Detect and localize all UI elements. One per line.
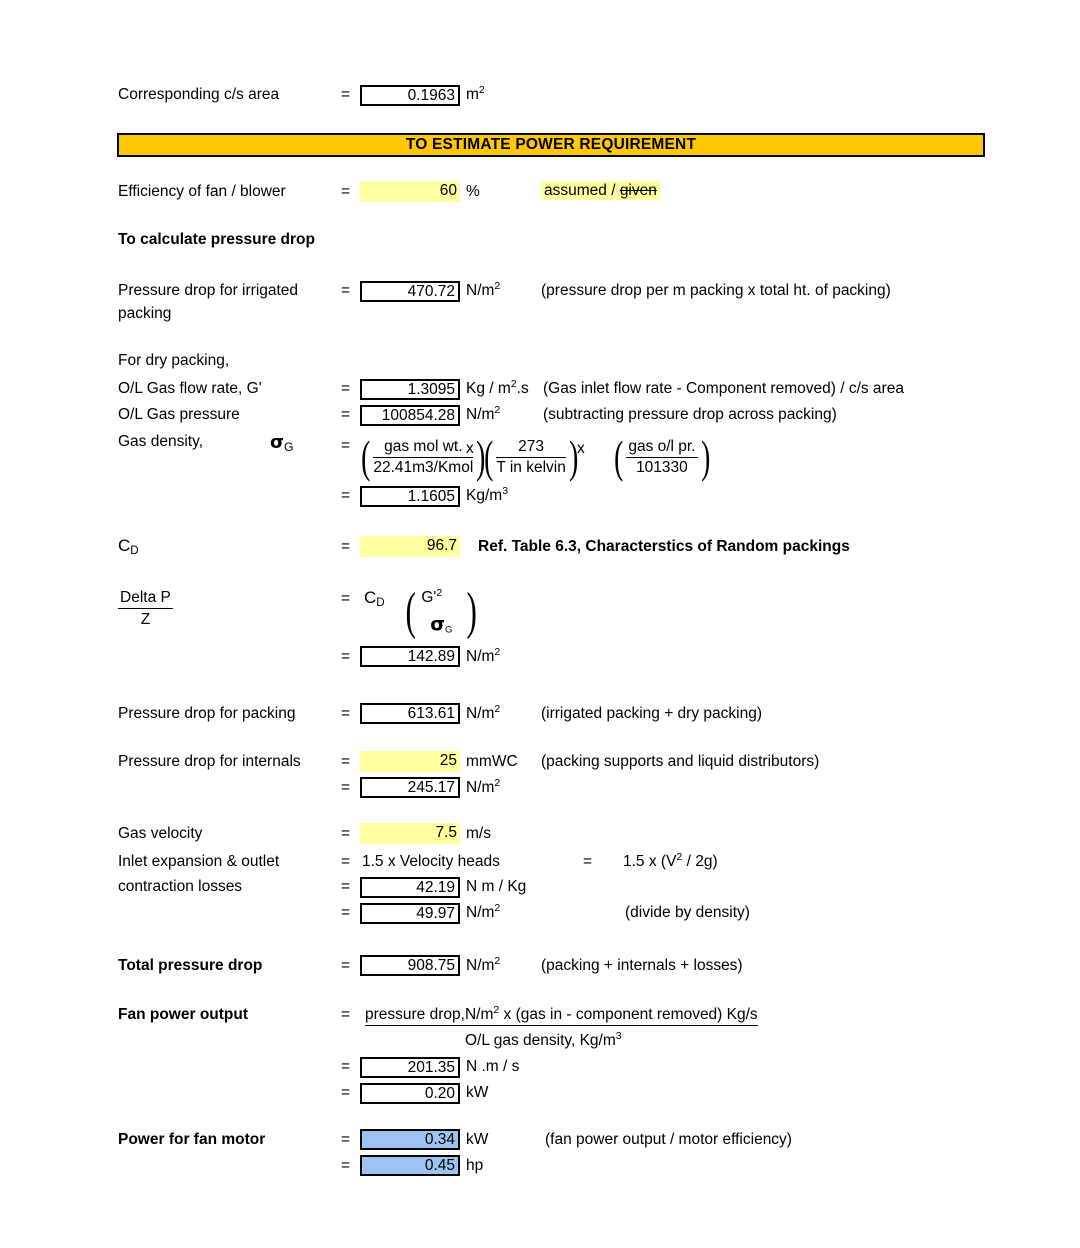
losses-equals: =	[341, 853, 351, 870]
efficiency-label: Efficiency of fan / blower	[118, 183, 286, 200]
gas-density-label: Gas density,	[118, 433, 204, 450]
irrigated-drop-label-line2: packing	[118, 305, 172, 322]
internals-drop-label: Pressure drop for internals	[118, 753, 301, 770]
irrigated-drop-note: (pressure drop per m packing x total ht. of packing)	[541, 282, 891, 299]
cs-area-value[interactable]: 0.1963	[360, 85, 460, 106]
fan-power-numerator: pressure $drop,N/m^2$ x (gas in - component removed) Kg/s	[365, 1006, 758, 1026]
gas-velocity-value[interactable]: 7.5	[360, 823, 460, 844]
gas-pressure-equals: =	[341, 406, 351, 423]
losses-equals-2: =	[341, 878, 351, 895]
fan-power-equals: =	[341, 1006, 351, 1023]
fan-power-value-2[interactable]: 201.35	[360, 1057, 460, 1078]
delta-p-equals: =	[341, 590, 351, 607]
gas-velocity-equals: =	[341, 825, 351, 842]
gas-pressure-value[interactable]: 100854.28	[360, 405, 460, 426]
cd-note: Ref. Table 6.3, Characterstics of Random packings	[478, 538, 850, 555]
packing-drop-equals: =	[341, 705, 351, 722]
dry-packing-heading: For dry packing,	[118, 352, 230, 369]
delta-p-over-z-label: Delta P Z	[120, 589, 171, 628]
calc-pressure-drop-heading: To calculate pressure drop	[118, 231, 315, 248]
delta-p-value[interactable]: 142.89	[360, 646, 460, 667]
losses-label-line1: Inlet expansion & outlet	[118, 853, 280, 870]
paren-close-icon: )	[568, 431, 579, 482]
delta-p-fraction-group: ( $G'^2$ $\sigma_G$ )	[405, 583, 478, 640]
paren-open-icon: (	[614, 431, 624, 482]
gas-flow-equals: =	[341, 380, 351, 397]
internals-drop-value[interactable]: 25	[360, 751, 460, 772]
fan-power-value-3[interactable]: 0.20	[360, 1083, 460, 1104]
losses-value-3[interactable]: 49.97	[360, 903, 460, 924]
gas-velocity-unit: m/s	[466, 825, 491, 842]
gas-density-multiply-1: x	[466, 440, 474, 457]
losses-unit-3: $N/m^2$	[466, 901, 501, 921]
losses-equals-3: =	[341, 904, 351, 921]
fan-power-unit-3: kW	[466, 1084, 489, 1101]
gas-density-group-2: ( 273 T in kelvin )	[484, 431, 579, 482]
irrigated-drop-label-line1: Pressure drop for irrigated	[118, 282, 299, 299]
losses-equals-mid: =	[583, 853, 593, 870]
gas-pressure-note: (subtracting pressure drop across packing)	[543, 406, 837, 423]
paren-close-icon: )	[466, 583, 478, 640]
internals-drop-unit-2: $N/m^2$	[466, 776, 501, 796]
gas-pressure-unit: $N/m^2$	[466, 403, 501, 423]
packing-drop-unit: $N/m^2$	[466, 702, 501, 722]
internals-drop-equals-2: =	[341, 779, 351, 796]
paren-close-icon: )	[476, 431, 486, 482]
gas-velocity-label: Gas velocity	[118, 825, 203, 842]
gas-flow-value[interactable]: 1.3095	[360, 379, 460, 400]
losses-unit-2: N m / Kg	[466, 878, 527, 895]
motor-power-value[interactable]: 0.34	[360, 1129, 460, 1150]
fan-power-equals-2: =	[341, 1058, 351, 1075]
gas-density-multiply-2: x	[577, 440, 585, 457]
cd-equals: =	[341, 538, 351, 555]
motor-power-unit-2: hp	[466, 1157, 484, 1174]
cs-area-label: Corresponding c/s area	[118, 86, 280, 103]
delta-p-unit: $N/m^2$	[466, 645, 501, 665]
section-title-bar: TO ESTIMATE POWER REQUIREMENT	[117, 133, 985, 157]
fan-power-label: Fan power output	[118, 1006, 249, 1023]
efficiency-equals: =	[341, 183, 351, 200]
losses-expression-2: 1.5 x $(V^2 / 2g)$	[623, 850, 718, 870]
gas-density-value[interactable]: 1.1605	[360, 486, 460, 507]
fan-power-equals-3: =	[341, 1084, 351, 1101]
paren-close-icon: )	[700, 431, 710, 482]
irrigated-drop-unit: $N/m^2$	[466, 279, 501, 299]
internals-drop-value-2[interactable]: 245.17	[360, 777, 460, 798]
gas-density-group-1: ( gas mol wt. 22.41m3/Kmol )	[361, 431, 486, 482]
total-drop-unit: $N/m^2$	[466, 954, 501, 974]
motor-power-unit: kW	[466, 1131, 489, 1148]
packing-drop-note: (irrigated packing + dry packing)	[541, 705, 762, 722]
paren-open-icon: (	[361, 431, 371, 482]
internals-drop-equals: =	[341, 753, 351, 770]
motor-power-value-2[interactable]: 0.45	[360, 1155, 460, 1176]
motor-power-note: (fan power output / motor efficiency)	[545, 1131, 792, 1148]
irrigated-drop-value[interactable]: 470.72	[360, 281, 460, 302]
gas-flow-unit: Kg / $m^2.s$	[466, 377, 529, 397]
losses-note-3: (divide by density)	[625, 904, 750, 921]
gas-density-unit: $Kg/m^3$	[466, 484, 509, 504]
losses-value-2[interactable]: 42.19	[360, 877, 460, 898]
cd-label: $C_D$	[118, 536, 139, 557]
cs-area-unit: $m^2$	[466, 83, 485, 103]
efficiency-note: assumed / given	[541, 182, 660, 200]
fan-power-unit-2: N .m / s	[466, 1058, 520, 1075]
motor-power-equals: =	[341, 1131, 351, 1148]
total-drop-label: Total pressure drop	[118, 957, 263, 974]
gas-density-equals-2: =	[341, 487, 351, 504]
gas-density-equals: =	[341, 437, 351, 454]
efficiency-unit: %	[466, 183, 480, 200]
motor-power-label: Power for fan motor	[118, 1131, 266, 1148]
delta-p-cd-symbol: $C_D$	[364, 588, 385, 609]
losses-expression: 1.5 x Velocity heads	[362, 853, 500, 870]
gas-flow-label: O/L Gas flow rate, G'	[118, 380, 262, 397]
cd-value[interactable]: 96.7	[360, 536, 460, 557]
total-drop-equals: =	[341, 957, 351, 974]
cs-area-equals: =	[341, 86, 351, 103]
delta-p-equals-2: =	[341, 648, 351, 665]
total-drop-note: (packing + internals + losses)	[541, 957, 743, 974]
efficiency-value[interactable]: 60	[360, 181, 460, 202]
internals-drop-unit: mmWC	[466, 753, 518, 770]
paren-open-icon: (	[484, 431, 494, 482]
packing-drop-value[interactable]: 613.61	[360, 703, 460, 724]
fan-power-denominator: O/L gas density, $Kg/m^3$	[465, 1029, 622, 1049]
total-drop-value[interactable]: 908.75	[360, 955, 460, 976]
gas-pressure-label: O/L Gas pressure	[118, 406, 240, 423]
packing-drop-label: Pressure drop for packing	[118, 705, 296, 722]
internals-drop-note: (packing supports and liquid distributors)	[541, 753, 820, 770]
gas-density-group-3: ( gas o/l pr. 101330 )	[614, 431, 710, 482]
gas-flow-note: (Gas inlet flow rate - Component removed) / c/s area	[543, 380, 904, 397]
gas-density-symbol: $\sigma_G$	[270, 432, 294, 455]
motor-power-equals-2: =	[341, 1157, 351, 1174]
irrigated-drop-equals: =	[341, 282, 351, 299]
losses-label-line2: contraction losses	[118, 878, 243, 895]
paren-open-icon: (	[405, 583, 416, 640]
